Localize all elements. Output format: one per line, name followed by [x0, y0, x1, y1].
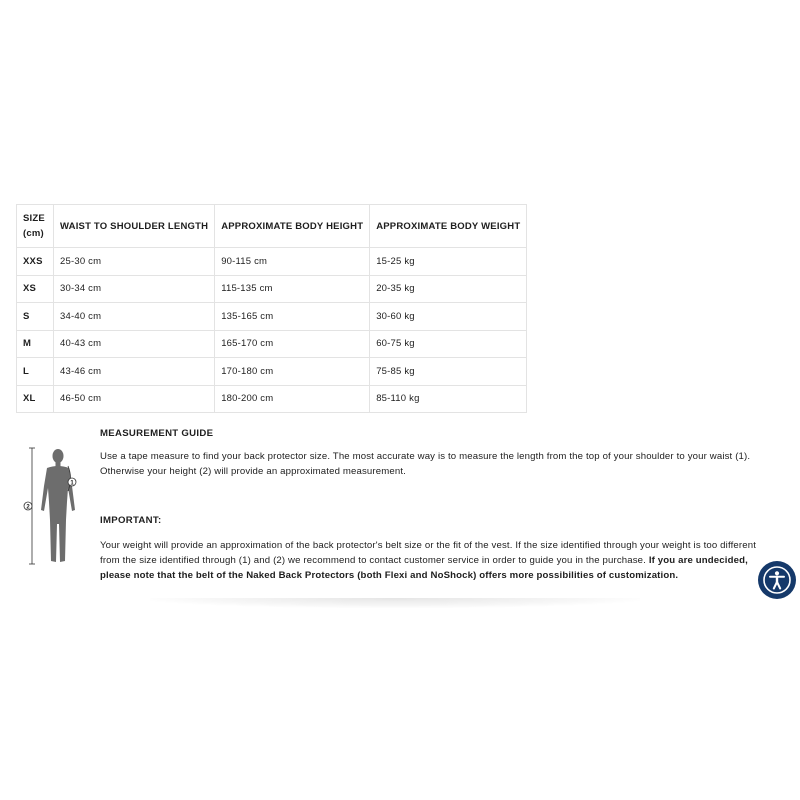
cell-waist: 34-40 cm — [54, 303, 215, 331]
section-divider-shadow — [150, 598, 640, 608]
cell-size: XXS — [17, 248, 54, 276]
cell-size: L — [17, 358, 54, 386]
cell-waist: 25-30 cm — [54, 248, 215, 276]
size-chart-table — [16, 204, 527, 413]
cell-weight: 15-25 kg — [370, 248, 527, 276]
cell-weight: 60-75 kg — [370, 330, 527, 358]
cell-weight: 30-60 kg — [370, 303, 527, 331]
header-height: APPROXIMATE BODY HEIGHT — [215, 205, 370, 248]
cell-height: 115-135 cm — [215, 275, 370, 303]
table-row — [17, 248, 527, 276]
cell-size: M — [17, 330, 54, 358]
body-measurement-figure — [20, 444, 82, 568]
cell-weight: 20-35 kg — [370, 275, 527, 303]
header-size-label: SIZE — [23, 213, 45, 224]
important-title: IMPORTANT: — [100, 515, 162, 526]
table-row — [17, 358, 527, 386]
marker-waist-label: 1 — [70, 480, 74, 487]
table-header-row — [17, 205, 527, 248]
important-text — [100, 538, 768, 583]
cell-waist: 40-43 cm — [54, 330, 215, 358]
cell-waist: 43-46 cm — [54, 358, 215, 386]
cell-waist: 46-50 cm — [54, 385, 215, 413]
important-text-bold: If you are undecided, please note that the belt of the Naked Back Protectors (both Flexi and NoShock) offers more possibilities of customization. — [100, 555, 748, 581]
body-silhouette — [41, 449, 75, 562]
cell-weight: 85-110 kg — [370, 385, 527, 413]
table-row — [17, 385, 527, 413]
accessibility-icon — [762, 565, 792, 595]
cell-size: XS — [17, 275, 54, 303]
cell-weight: 75-85 kg — [370, 358, 527, 386]
accessibility-button[interactable] — [758, 561, 796, 599]
cell-size: S — [17, 303, 54, 331]
cell-height: 170-180 cm — [215, 358, 370, 386]
table-row — [17, 303, 527, 331]
measurement-guide-text: Use a tape measure to find your back protector size. The most accurate way is to measure the length from the top of your shoulder to your waist (1). Otherwise your height (2) will provide an approximated measurement. — [100, 451, 751, 477]
header-weight: APPROXIMATE BODY WEIGHT — [370, 205, 527, 248]
cell-height: 90-115 cm — [215, 248, 370, 276]
cell-height: 165-170 cm — [215, 330, 370, 358]
important-text-regular: Your weight will provide an approximation of the back protector's belt size or the fit of the vest. If the size identified through your weight is too different from the size identified through (1) and (2) we recommend to contact customer service in order to guide you in the purchase. — [100, 540, 757, 566]
cell-height: 135-165 cm — [215, 303, 370, 331]
header-waist: WAIST TO SHOULDER LENGTH — [54, 205, 215, 248]
table-row — [17, 330, 527, 358]
cell-waist: 30-34 cm — [54, 275, 215, 303]
marker-height-label: 2 — [26, 504, 30, 511]
cell-height: 180-200 cm — [215, 385, 370, 413]
header-size-unit: (cm) — [23, 228, 44, 239]
table-row — [17, 275, 527, 303]
header-size — [17, 205, 54, 248]
measurement-guide-title: MEASUREMENT GUIDE — [100, 428, 214, 439]
cell-size: XL — [17, 385, 54, 413]
